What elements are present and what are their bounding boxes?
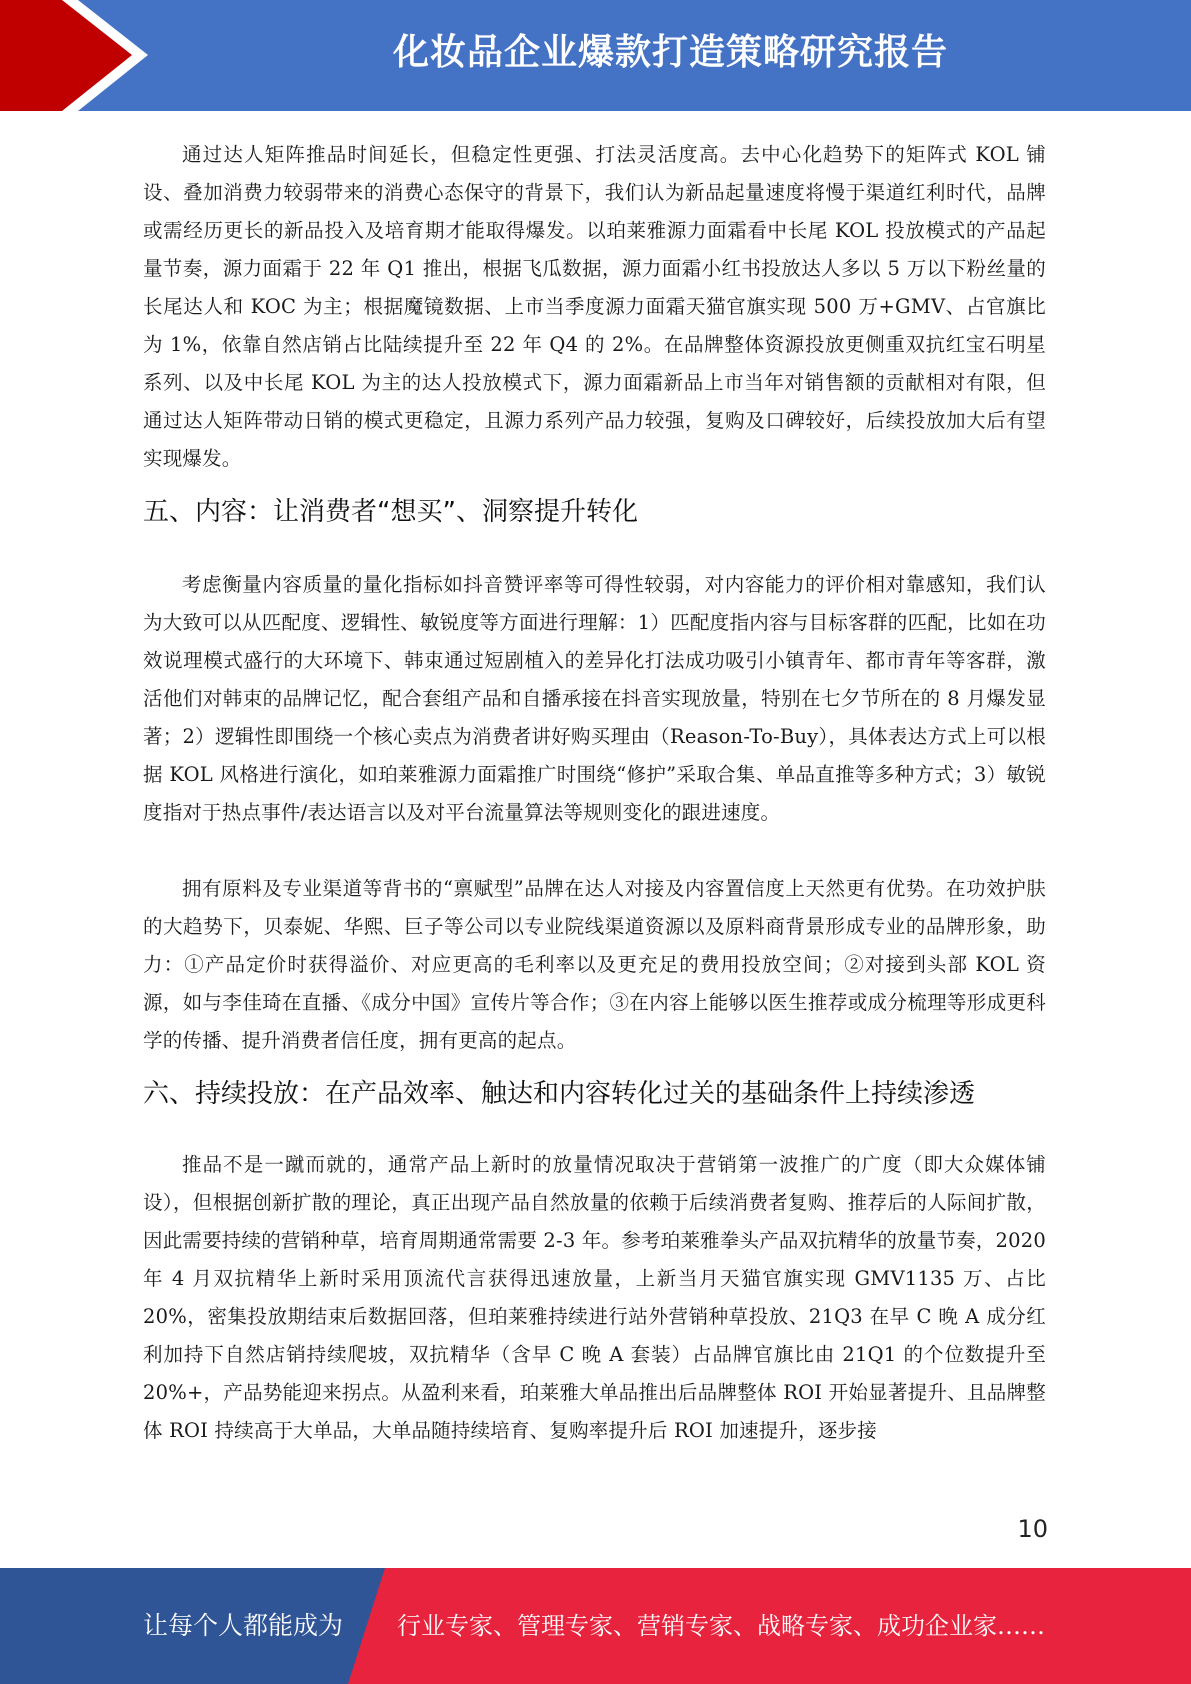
main-content — [143, 136, 1046, 1450]
paragraph-kol-matrix: 通过达人矩阵推品时间延长，但稳定性更强、打法灵活度高。去中心化趋势下的矩阵式 KOL 铺设、叠加消费力较弱带来的消费心态保守的背景下，我们认为新品起量速度将慢于渠道红利时代，品牌或需经历更长的新品投入及培育期才能取得爆发。以珀莱雅源力面霜看中长尾 KOL 投放模式的产品起量节奏，源力面霜于 22 年 Q1 推出，根据飞瓜数据，源力面霜小红书投放达人多以 5 万以下粉丝量的长尾达人和 KOC 为主；根据魔镜数据、上市当季度源力面霜天猫官旗实现 500 万+GMV、占官旗比为 1%，依靠自然店销占比陆续提升至 22 年 Q4 的 2%。在品牌整体资源投放更侧重双抗红宝石明星系列、以及中长尾 KOL 为主的达人投放模式下，源力面霜新品上市当年对销售额的贡献相对有限，但通过达人矩阵带动日销的模式更稳定，且源力系列产品力较强，复购及口碑较好，后续投放加大后有望实现爆发。 — [143, 143, 1046, 470]
footer-slogan-right: 行业专家、管理专家、营销专家、战略专家、成功企业家…… — [397, 1612, 1045, 1640]
paragraph-content-quality: 考虑衡量内容质量的量化指标如抖音赞评率等可得性较弱，对内容能力的评价相对靠感知，我们认为大致可以从匹配度、逻辑性、敏锐度等方面进行理解：1）匹配度指内容与目标客群的匹配，比如在功效说理模式盛行的大环境下、韩束通过短剧植入的差异化打法成功吸引小镇青年、都市青年等客群，激活他们对韩束的品牌记忆，配合套组产品和自播承接在抖音实现放量，特别在七夕节所在的 8 月爆发显著；2）逻辑性即围绕一个核心卖点为消费者讲好购买理由（Reason-To-Buy），具体表达方式上可以根据 KOL 风格进行演化，如珀莱雅源力面霜推广时围绕“修护”采取合集、单品直推等多种方式；3）敏锐度指对于热点事件/表达语言以及对平台流量算法等规则变化的跟进速度。 — [143, 573, 1046, 824]
paragraph-endowment-brands: 拥有原料及专业渠道等背书的“禀赋型”品牌在达人对接及内容置信度上天然更有优势。在功效护肤的大趋势下，贝泰妮、华熙、巨子等公司以专业院线渠道资源以及原料商背景形成专业的品牌形象，助力：①产品定价时获得溢价、对应更高的毛利率以及更充足的费用投放空间；②对接到头部 KOL 资源，如与李佳琦在直播、《成分中国》宣传片等合作；③在内容上能够以医生推荐或成分梳理等形成更科学的传播、提升消费者信任度，拥有更高的起点。 — [143, 877, 1046, 1052]
paragraph-continuous-investment: 推品不是一蹴而就的，通常产品上新时的放量情况取决于营销第一波推广的广度（即大众媒体铺设），但根据创新扩散的理论，真正出现产品自然放量的依赖于后续消费者复购、推荐后的人际间扩散，因此需要持续的营销种草，培育周期通常需要 2-3 年。参考珀莱雅拳头产品双抗精华的放量节奏，2020 年 4 月双抗精华上新时采用顶流代言获得迅速放量，上新当月天猫官旗实现 GMV1135 万、占比 20%，密集投放期结束后数据回落，但珀莱雅持续进行站外营销种草投放、21Q3 在早 C 晚 A 成分红利加持下自然店销持续爬坡，双抗精华（含早 C 晚 A 套装）占品牌官旗比由 21Q1 的个位数提升至 20%+，产品势能迎来拐点。从盈利来看，珀莱雅大单品推出后品牌整体 ROI 开始显著提升、且品牌整体 ROI 持续高于大单品，大单品随持续培育、复购率提升后 ROI 加速提升，逐步接 — [143, 1153, 1046, 1442]
footer-slogan-left: 让每个人都能成为 — [143, 1611, 344, 1640]
section-heading-5: 五、内容：让消费者“想买”、洞察提升转化 — [143, 497, 638, 527]
page-header — [0, 0, 1191, 111]
page-number: 10 — [1017, 1515, 1048, 1543]
report-title: 化妆品企业爆款打造策略研究报告 — [392, 32, 948, 73]
section-heading-6: 六、持续投放：在产品效率、触达和内容转化过关的基础条件上持续渗透 — [143, 1079, 976, 1109]
page-footer — [0, 1568, 1191, 1684]
